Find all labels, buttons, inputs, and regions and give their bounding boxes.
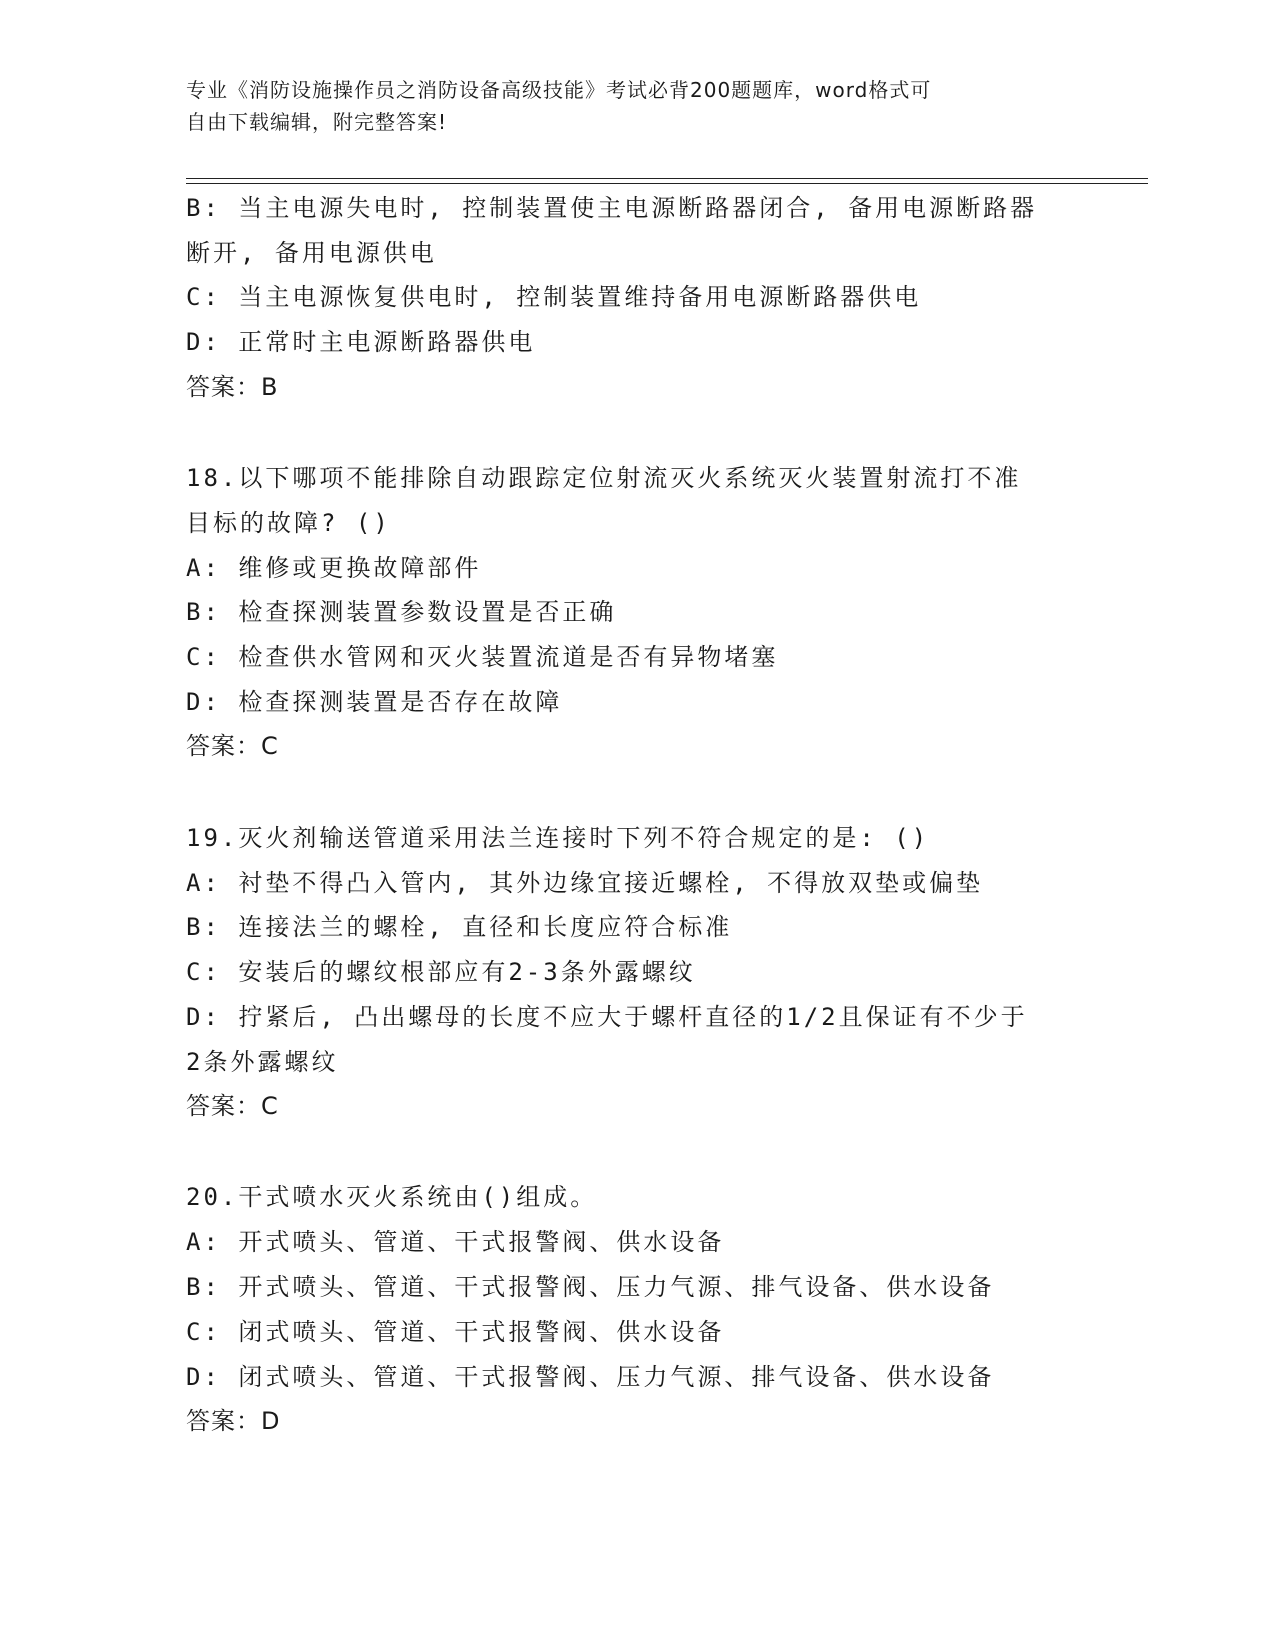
q18-option-d: D: 检查探测装置是否存在故障	[186, 688, 563, 716]
q20-option-b: B: 开式喷头、管道、干式报警阀、压力气源、排气设备、供水设备	[186, 1273, 995, 1301]
header-divider-bottom	[186, 183, 1148, 184]
q18-option-c: C: 检查供水管网和灭火装置流道是否有异物堵塞	[186, 643, 779, 671]
header-line-1: 专业《消防设施操作员之消防设备高级技能》考试必背200题题库，word格式可	[186, 78, 932, 102]
q19-option-c: C: 安装后的螺纹根部应有2-3条外露螺纹	[186, 958, 696, 986]
header-divider-top	[186, 178, 1148, 179]
q17-option-c: C: 当主电源恢复供电时, 控制装置维持备用电源断路器供电	[186, 283, 922, 311]
q18-question-line-1: 18.以下哪项不能排除自动跟踪定位射流灭火系统灭火装置射流打不准	[186, 464, 1022, 492]
q19-question: 19.灭火剂输送管道采用法兰连接时下列不符合规定的是: ()	[186, 824, 930, 852]
q20-option-c: C: 闭式喷头、管道、干式报警阀、供水设备	[186, 1318, 725, 1346]
q19-option-d-line-2: 2条外露螺纹	[186, 1048, 339, 1076]
q19-answer: 答案：C	[186, 1092, 279, 1120]
q20-answer: 答案：D	[186, 1407, 281, 1435]
q18-option-b: B: 检查探测装置参数设置是否正确	[186, 598, 617, 626]
q17-option-b-line-1: B: 当主电源失电时, 控制装置使主电源断路器闭合, 备用电源断路器	[186, 194, 1038, 222]
q18-option-a: A: 维修或更换故障部件	[186, 554, 482, 582]
q18-answer: 答案：C	[186, 732, 279, 760]
q20-option-a: A: 开式喷头、管道、干式报警阀、供水设备	[186, 1228, 725, 1256]
q17-option-d: D: 正常时主电源断路器供电	[186, 328, 536, 356]
q18-question-line-2: 目标的故障? ()	[186, 509, 391, 537]
q17-option-b-line-2: 断开, 备用电源供电	[186, 239, 437, 267]
q19-option-b: B: 连接法兰的螺栓, 直径和长度应符合标准	[186, 913, 733, 941]
q19-option-a: A: 衬垫不得凸入管内, 其外边缘宜接近螺栓, 不得放双垫或偏垫	[186, 869, 984, 897]
q17-answer: 答案：B	[186, 373, 279, 401]
page-header	[186, 74, 1066, 138]
header-line-2: 自由下载编辑，附完整答案!	[186, 110, 448, 134]
q20-option-d: D: 闭式喷头、管道、干式报警阀、压力气源、排气设备、供水设备	[186, 1363, 995, 1391]
q20-question: 20.干式喷水灭火系统由()组成。	[186, 1183, 598, 1211]
q19-option-d-line-1: D: 拧紧后, 凸出螺母的长度不应大于螺杆直径的1/2且保证有不少于	[186, 1003, 1028, 1031]
